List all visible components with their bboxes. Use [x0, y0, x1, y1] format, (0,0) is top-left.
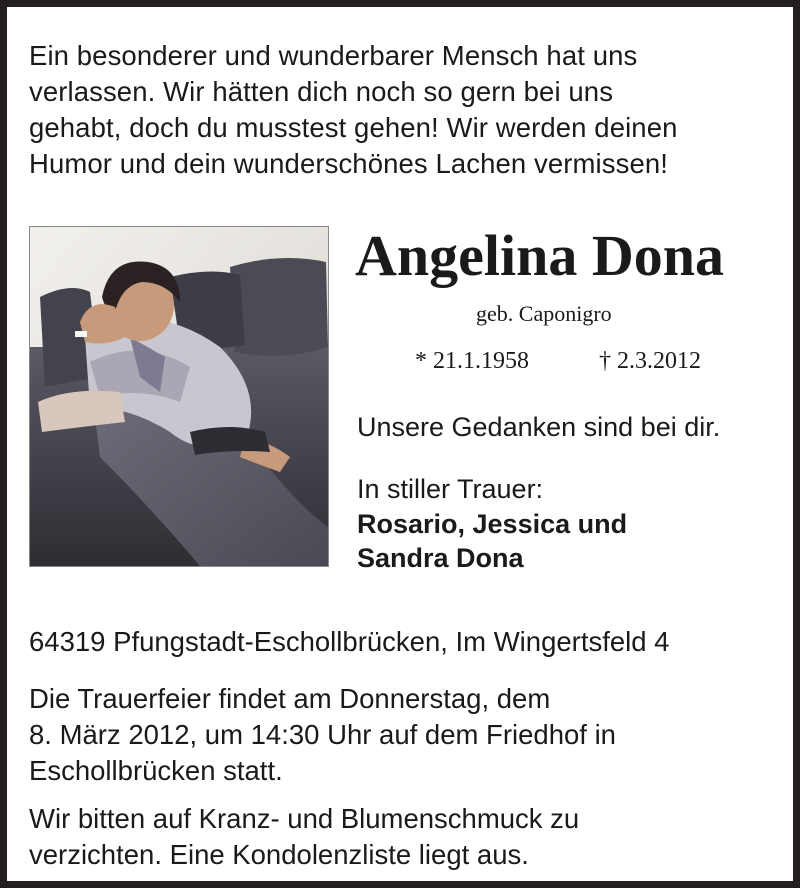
- intro-line: Ein besonderer und wunderbarer Mensch hat uns: [29, 40, 638, 71]
- intro-line: Humor und dein wunderschönes Lachen vermissen!: [29, 148, 668, 179]
- intro-line: gehabt, doch du musstest gehen! Wir werden deinen: [29, 112, 678, 143]
- portrait-photo: [29, 226, 329, 567]
- death-date: † 2.3.2012: [599, 348, 701, 374]
- funeral-info: [29, 681, 616, 789]
- intro-line: verlassen. Wir hätten dich noch so gern bei uns: [29, 76, 614, 107]
- funeral-line: 8. März 2012, um 14:30 Uhr auf dem Friedhof in: [29, 719, 616, 750]
- thoughts-line: Unsere Gedanken sind bei dir.: [357, 412, 721, 442]
- mourners-names: [357, 507, 627, 575]
- portrait-photo-illustration: [30, 227, 328, 566]
- birth-date: * 21.1.1958: [415, 348, 529, 374]
- mourners-line: Sandra Dona: [357, 543, 524, 573]
- mourning-label: In stiller Trauer:: [357, 474, 544, 504]
- funeral-line: Die Trauerfeier findet am Donnerstag, dem: [29, 683, 551, 714]
- request-text: [29, 801, 579, 873]
- request-line: Wir bitten auf Kranz- und Blumenschmuck zu: [29, 803, 580, 834]
- birth-name: geb. Caponigro: [476, 301, 612, 326]
- request-line: verzichten. Eine Kondolenzliste liegt aus.: [29, 839, 529, 870]
- funeral-line: Eschollbrücken statt.: [29, 755, 283, 786]
- mourners-line: Rosario, Jessica und: [357, 509, 628, 539]
- intro-text: [29, 38, 789, 182]
- address-line: 64319 Pfungstadt-Eschollbrücken, Im Wingertsfeld 4: [29, 626, 670, 657]
- deceased-name: Angelina Dona: [355, 223, 725, 288]
